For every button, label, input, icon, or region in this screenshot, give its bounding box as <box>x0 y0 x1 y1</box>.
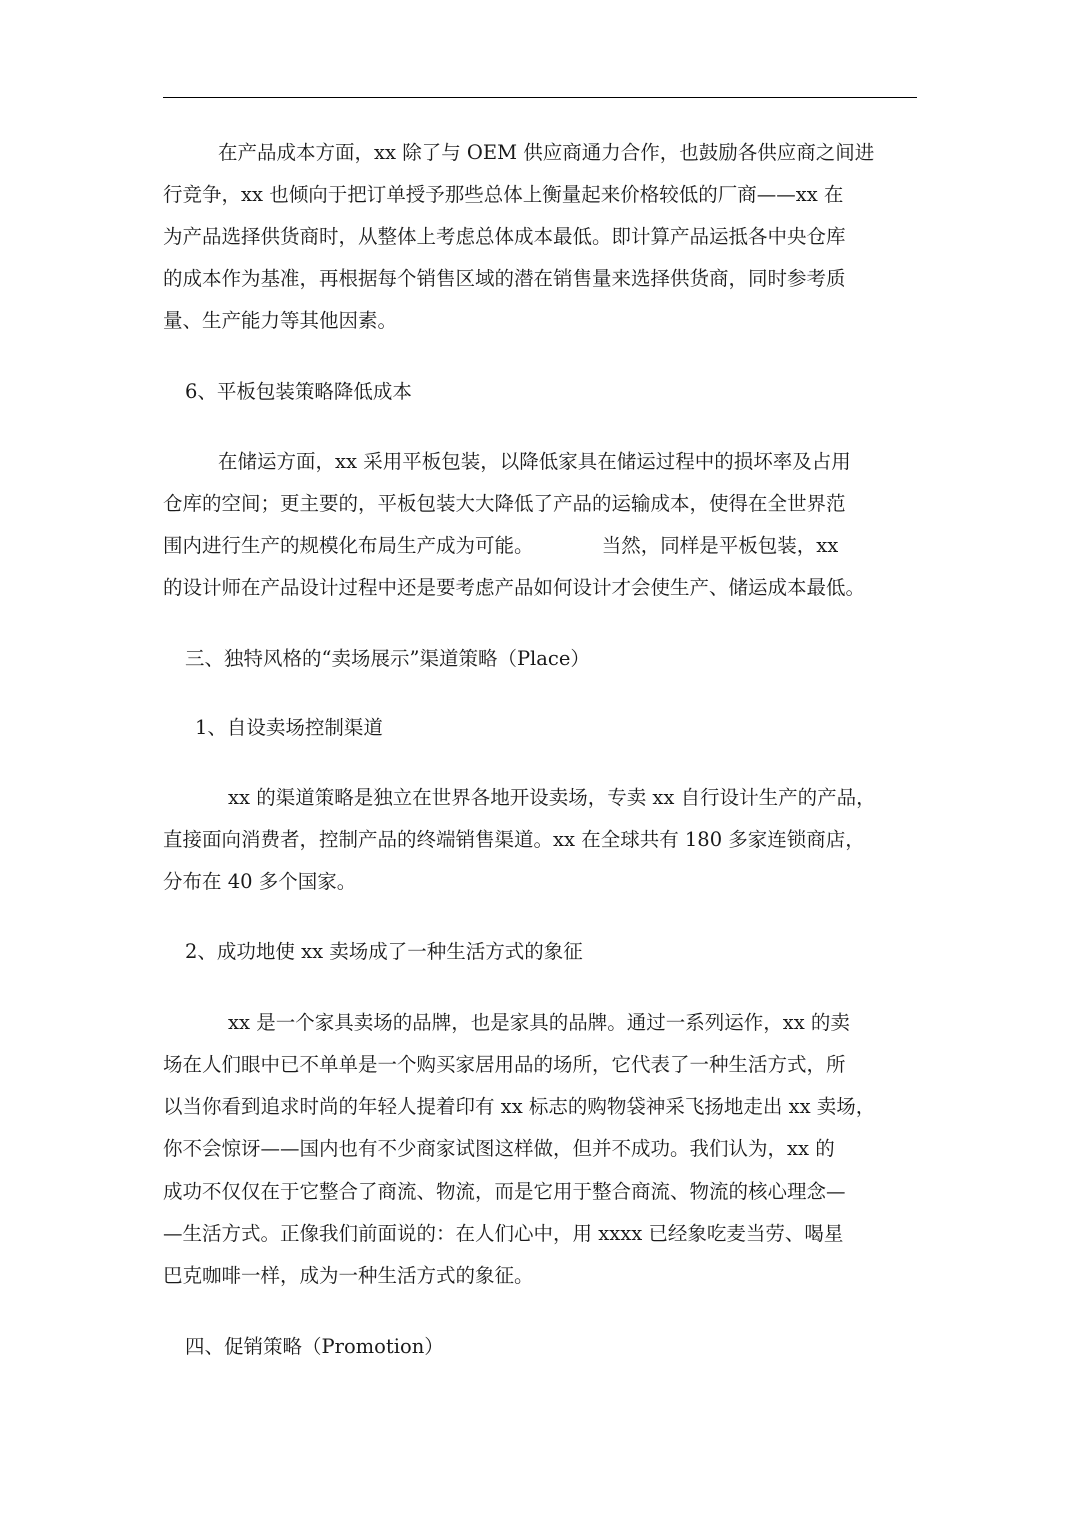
paragraph-4-line-1: xx 是一个家具卖场的品牌，也是家具的品牌。通过一系列运作，xx 的卖 <box>228 1011 850 1034</box>
paragraph-3-line-3: 分布在 40 多个国家。 <box>163 870 357 893</box>
paragraph-4-line-4: 你不会惊讶——国内也有不少商家试图这样做，但并不成功。我们认为，xx 的 <box>163 1137 835 1160</box>
paragraph-1-line-3: 为产品选择供货商时，从整体上考虑总体成本最低。即计算产品运抵各中央仓库 <box>163 225 846 248</box>
heading-lifestyle-symbol: 2、成功地使 xx 卖场成了一种生活方式的象征 <box>185 940 583 963</box>
paragraph-4-line-6: —生活方式。正像我们前面说的：在人们心中，用 xxxx 已经象吃麦当劳、喝星 <box>163 1222 844 1245</box>
header-rule <box>163 97 917 98</box>
heading-promotion: 四、促销策略（Promotion） <box>185 1335 444 1358</box>
paragraph-1-line-1: 在产品成本方面，xx 除了与 OEM 供应商通力合作，也鼓励各供应商之间进 <box>218 141 875 164</box>
heading-place-strategy: 三、独特风格的“卖场展示”渠道策略（Place） <box>185 647 590 670</box>
paragraph-4-line-3: 以当你看到追求时尚的年轻人提着印有 xx 标志的购物袋神采飞扬地走出 xx 卖场， <box>163 1095 876 1118</box>
paragraph-4-line-5: 成功不仅仅在于它整合了商流、物流，而是它用于整合商流、物流的核心理念— <box>163 1180 846 1203</box>
paragraph-2-line-2: 仓库的空间；更主要的，平板包装大大降低了产品的运输成本，使得在全世界范 <box>163 492 846 515</box>
paragraph-4-line-2: 场在人们眼中已不单单是一个购买家居用品的场所，它代表了一种生活方式，所 <box>163 1053 846 1076</box>
paragraph-1-line-2: 行竞争，xx 也倾向于把订单授予那些总体上衡量起来价格较低的厂商——xx 在 <box>163 183 844 206</box>
heading-flat-pack: 6、平板包装策略降低成本 <box>185 380 412 403</box>
paragraph-1-line-5: 量、生产能力等其他因素。 <box>163 309 398 332</box>
paragraph-2-line-3: 围内进行生产的规模化布局生产成为可能。 当然，同样是平板包装，xx <box>163 534 839 557</box>
heading-own-stores: 1、自设卖场控制渠道 <box>195 716 383 739</box>
paragraph-2-line-1: 在储运方面，xx 采用平板包装，以降低家具在储运过程中的损坏率及占用 <box>218 450 851 473</box>
paragraph-3-line-2: 直接面向消费者，控制产品的终端销售渠道。xx 在全球共有 180 多家连锁商店， <box>163 828 865 851</box>
paragraph-4-line-7: 巴克咖啡一样，成为一种生活方式的象征。 <box>163 1264 534 1287</box>
paragraph-1-line-4: 的成本作为基准，再根据每个销售区域的潜在销售量来选择供货商，同时参考质 <box>163 267 846 290</box>
paragraph-3-line-1: xx 的渠道策略是独立在世界各地开设卖场，专卖 xx 自行设计生产的产品， <box>228 786 876 809</box>
paragraph-2-line-4: 的设计师在产品设计过程中还是要考虑产品如何设计才会使生产、储运成本最低。 <box>163 576 866 599</box>
